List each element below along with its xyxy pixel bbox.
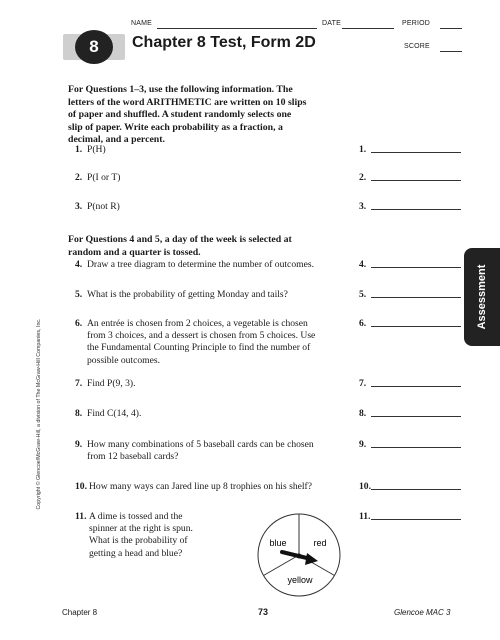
page-title: Chapter 8 Test, Form 2D [132, 34, 316, 51]
intro-questions-1-3: For Questions 1–3, use the following information. The letters of the word ARITHMETIC are written on 10 slips of paper and shuffled. A student randomly selects one slip of paper. Write each probability as a fraction, a decimal, and a percent. [68, 84, 307, 146]
answer-line-5[interactable] [371, 297, 461, 298]
question-7: 7. Find P(9, 3). [75, 378, 136, 389]
answer-line-10[interactable] [371, 489, 461, 490]
answer-line-11[interactable] [371, 519, 461, 520]
copyright-notice: Copyright © Glencoe/McGraw-Hill, a division of The McGraw-Hill Companies, Inc. [36, 318, 42, 510]
answer-label-6: 6. [359, 318, 367, 329]
question-5: 5. What is the probability of getting Monday and tails? [75, 289, 288, 300]
question-10: 10. How many ways can Jared line up 8 trophies on his shelf? [75, 481, 313, 492]
answer-line-9[interactable] [371, 447, 461, 448]
answer-line-4[interactable] [371, 267, 461, 268]
question-1: 1. P(H) [75, 144, 106, 155]
question-8: 8. Find C(14, 4). [75, 408, 142, 419]
date-line [342, 28, 394, 29]
spinner-label-yellow: yellow [287, 575, 313, 585]
period-line [440, 28, 462, 29]
date-label: DATE [322, 20, 341, 27]
assessment-tab-label: Assessment [476, 264, 488, 330]
answer-line-1[interactable] [371, 152, 461, 153]
answer-label-7: 7. [359, 378, 367, 389]
answer-line-8[interactable] [371, 416, 461, 417]
answer-label-3: 3. [359, 201, 367, 212]
score-line [440, 51, 462, 52]
score-label: SCORE [404, 43, 430, 50]
question-3: 3. P(not R) [75, 201, 120, 212]
period-label: PERIOD [402, 20, 431, 27]
spinner-label-blue: blue [269, 538, 287, 548]
question-9: 9. How many combinations of 5 baseball cards can be chosen from 12 baseball cards? [75, 439, 314, 463]
answer-line-3[interactable] [371, 209, 461, 210]
answer-label-4: 4. [359, 259, 367, 270]
answer-label-8: 8. [359, 408, 367, 419]
question-6: 6. An entrée is chosen from 2 choices, a vegetable is chosen from 3 choices, and a dessert is chosen from 5 choices. Use the Fundamental Counting Principle to find the number of possible outcomes. [75, 318, 316, 366]
question-2: 2. P(I or T) [75, 172, 121, 183]
answer-label-5: 5. [359, 289, 367, 300]
answer-line-6[interactable] [371, 326, 461, 327]
intro-questions-4-5: For Questions 4 and 5, a day of the week is selected at random and a quarter is tossed. [68, 234, 292, 258]
spinner-pivot [297, 554, 302, 559]
footer-publisher: Glencoe MAC 3 [394, 608, 451, 617]
answer-label-10: 10. [359, 481, 371, 492]
answer-label-9: 9. [359, 439, 367, 450]
chapter-badge: 8 [75, 30, 113, 64]
page-number: 73 [258, 607, 269, 617]
answer-line-7[interactable] [371, 386, 461, 387]
name-label: NAME [131, 20, 153, 27]
name-line [157, 28, 317, 29]
spinner-label-red: red [313, 538, 327, 548]
question-4: 4. Draw a tree diagram to determine the number of outcomes. [75, 259, 314, 270]
footer-chapter: Chapter 8 [62, 608, 98, 617]
question-11: 11. A dime is tossed and the spinner at the right is spun. What is the probability of getting a head and blue? [75, 511, 193, 559]
answer-label-2: 2. [359, 172, 367, 183]
answer-line-2[interactable] [371, 180, 461, 181]
spinner-diagram [254, 510, 344, 600]
answer-label-11: 11. [359, 511, 371, 522]
answer-label-1: 1. [359, 144, 367, 155]
